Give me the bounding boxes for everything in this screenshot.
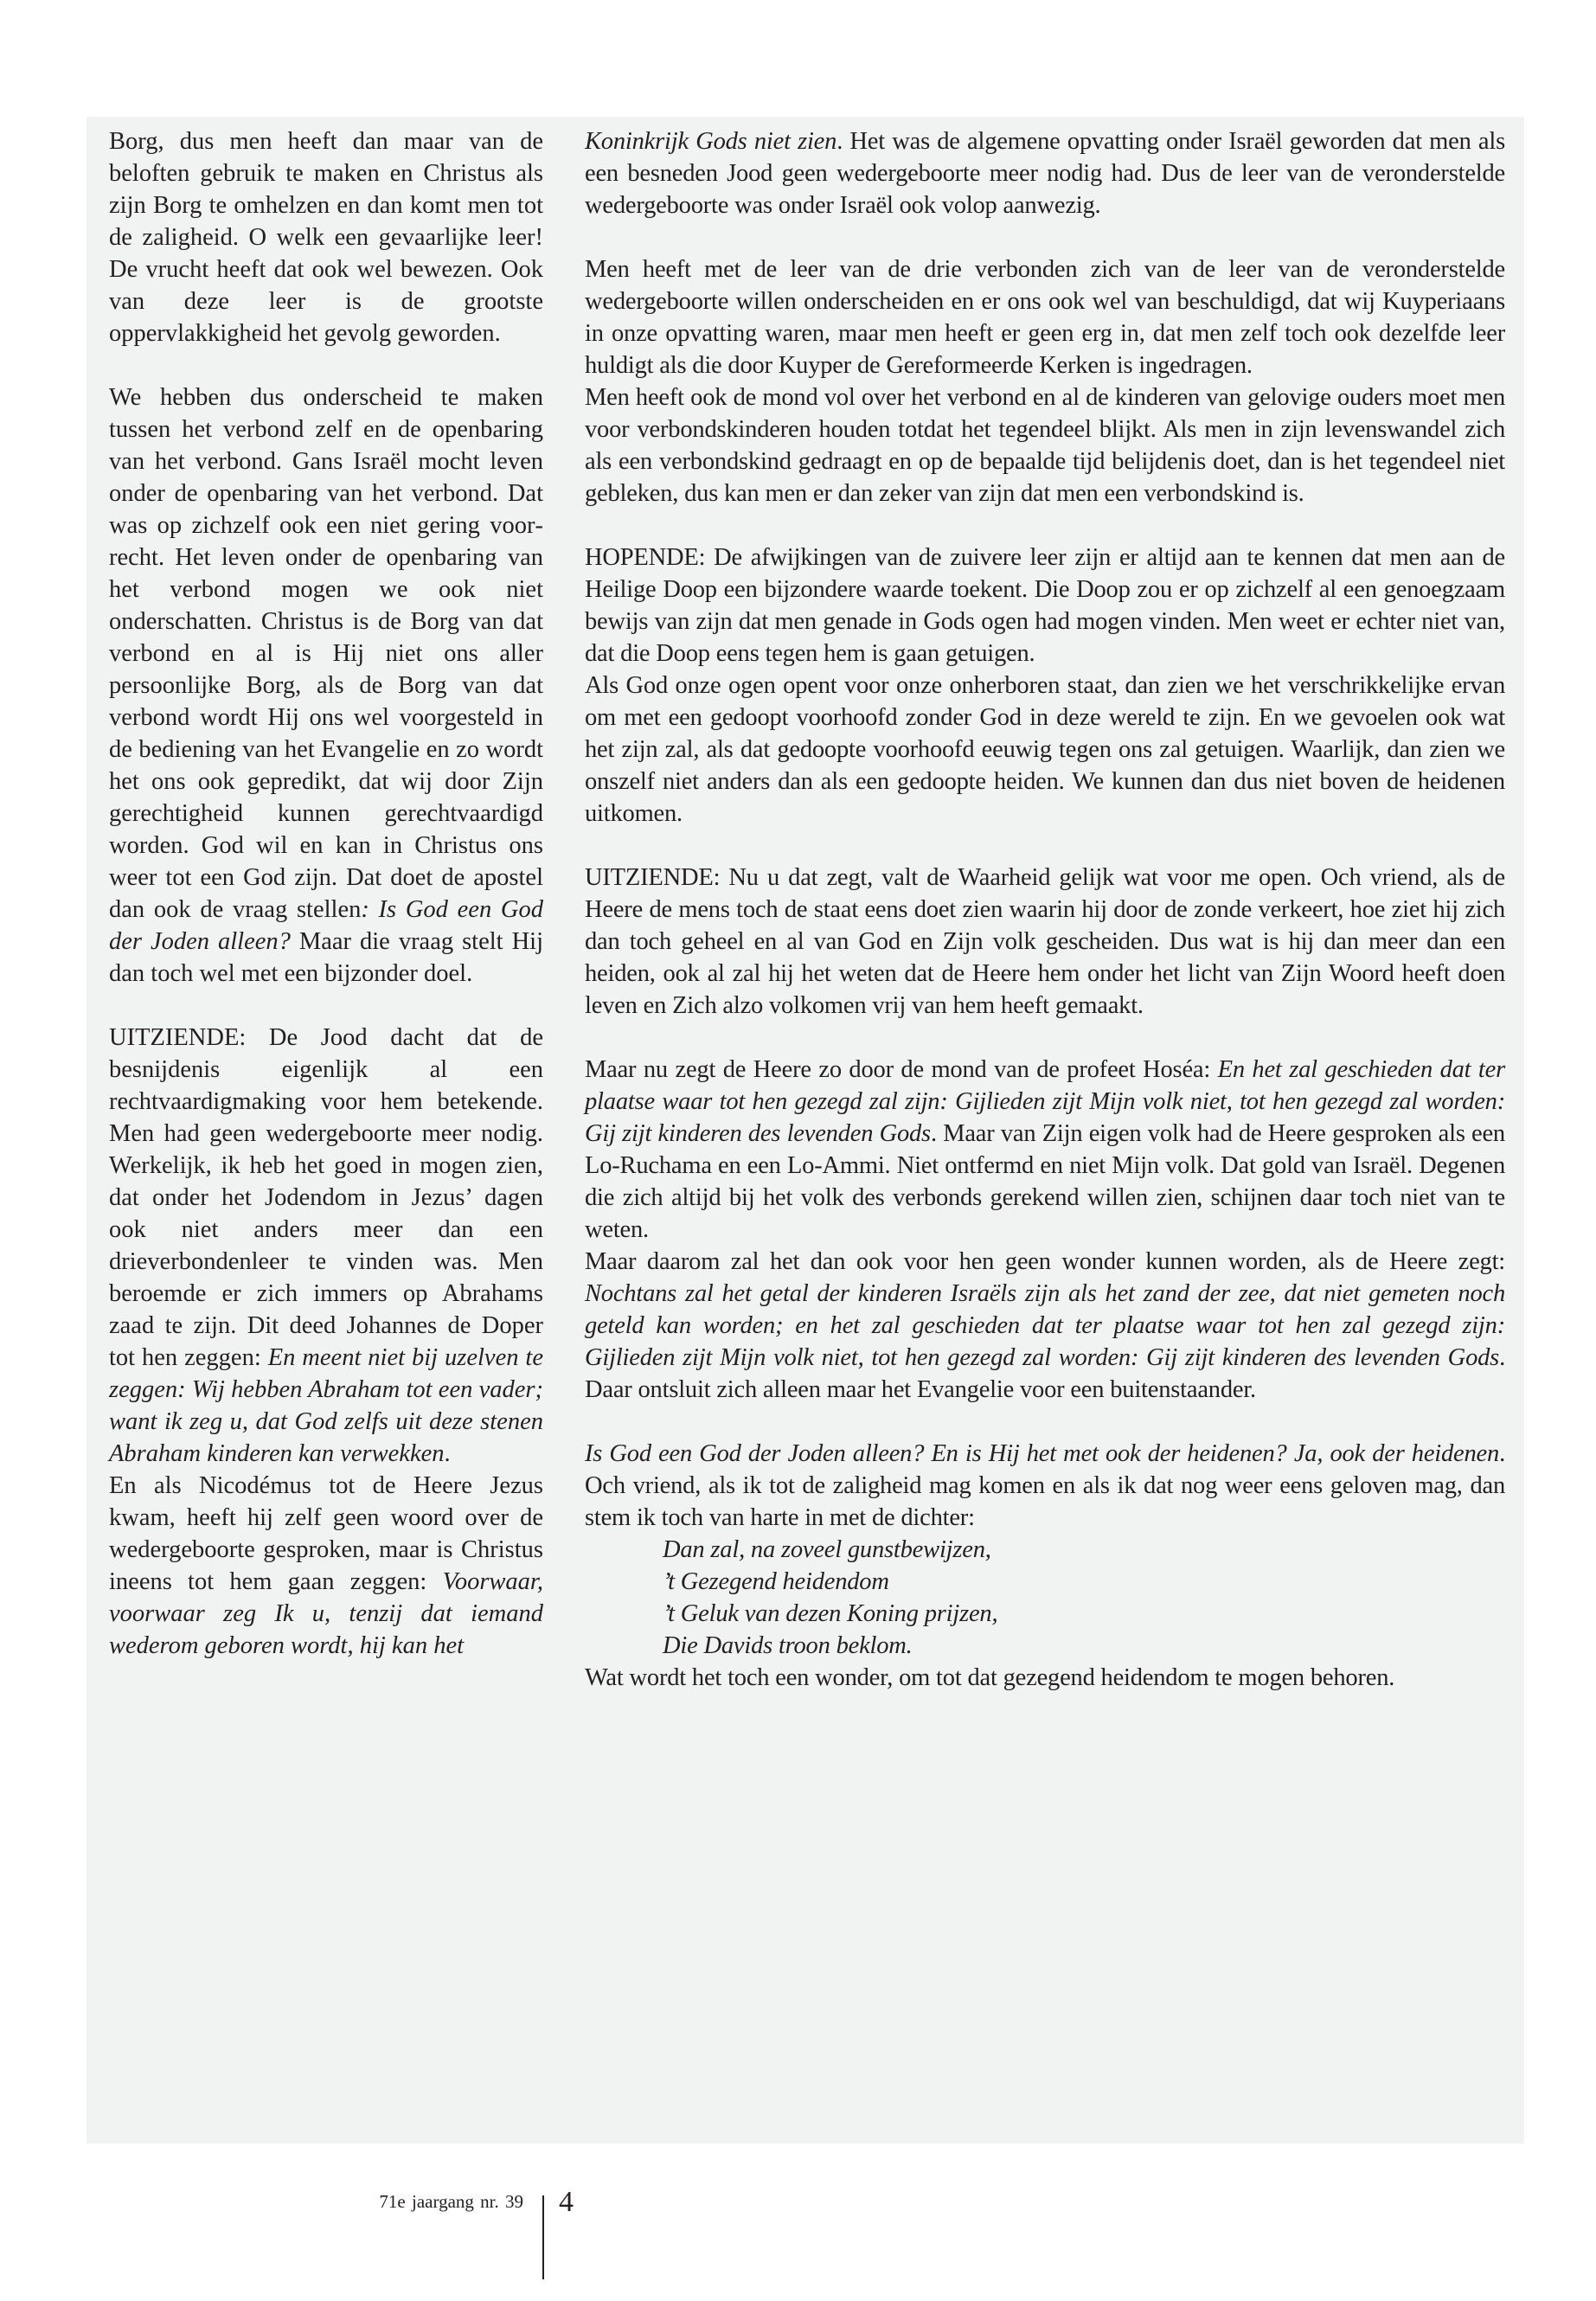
scripture-quote: En meent niet bij uzelven te zeggen: Wij hebben Abraham tot een vader; want ik zeg u, dat God zelfs uit deze stenen Abraham kinderen kan verwekken <box>109 1344 543 1467</box>
text-run: En als Nicodémus tot de Heere Jezus kwam, heeft hij zelf geen woord over de wedergeboorte gesproken, maar is Christus ineens tot hem gaan zeggen: <box>109 1472 543 1595</box>
paragraph <box>109 1022 543 1470</box>
text-run: Maar nu zegt de Heere zo door de mond van de profeet Hoséa: <box>585 1056 1218 1083</box>
paragraph <box>585 125 1505 221</box>
poem-line: ’t Geluk van dezen Koning prijzen, <box>663 1600 998 1627</box>
text-run: . Och vriend, als ik tot de zaligheid mag komen en als ik dat nog weer eens geloven mag, dan stem ik toch van harte in met de dichter: <box>585 1440 1505 1531</box>
poem-line: Dan zal, na zoveel gunstbewijzen, <box>663 1536 991 1563</box>
issue-label: 71e jaargang nr. 39 <box>379 2191 523 2212</box>
text-run: We hebben dus onderscheid te maken tussen het verbond zelf en de openbaring van het verbond. Gans Israël mocht leven onder de openbaring van het verbond. Dat was op zichzelf ook een niet gering voorrecht. Het leven onder de openbaring van het verbond mogen we ook niet onderschatten. Christus is de Borg van dat verbond en al is Hij niet ons aller persoonlijke Borg, als de Borg van dat verbond wordt Hij ons wel voorgesteld in de bediening van het Evangelie en zo wordt het ons ook gepredikt, dat wij door Zijn gerechtigheid kunnen gerechtvaardigd worden. God wil en kan in Christus ons weer tot een God zijn. Dat doet de apostel dan ook de vraag stellen <box>109 384 543 923</box>
left-column <box>109 125 543 1662</box>
paragraph <box>109 381 543 990</box>
paragraph: HOPENDE: De afwijkingen van de zuivere leer zijn er altijd aan te kennen dat men aan de Heilige Doop een bijzondere waarde toekent. Die Doop zou er op zichzelf al een genoegzaam bewijs van zijn dat men genade in Gods ogen had mogen vinden. Men weet er echter niet van, dat die Doop eens tegen hem is gaan getuigen. <box>585 544 1505 667</box>
text-run: UITZIENDE: De Jood dacht dat de besnijdenis eigenlijk al een rechtvaardigmaking voor hem betekende. Men had geen wedergeboorte meer nodig. Werkelijk, ik heb het goed in mogen zien, dat onder het Jodendom in Jezus’ dagen ook niet anders meer dan een drieverbondenleer te vinden was. Men beroemde er zich immers op Abrahams zaad te zijn. Dit deed Johannes de Doper tot hen zeggen: <box>109 1024 543 1371</box>
scripture-quote: Is God een God der Joden alleen? En is Hij het met ook der heidenen? Ja, ook der heidenen <box>585 1440 1500 1467</box>
paragraph <box>109 1470 543 1662</box>
paragraph <box>585 1054 1505 1246</box>
text-run: . Maar van Zijn eigen volk had de Heere gesproken als een Lo-Ruchama en een Lo-Ammi. Niet ontfermd en niet Mijn volk. Dat gold van Israël. Degenen die zich altijd bij het volk des verbonds gerekend willen zien, schijnen daar toch niet van te weten. <box>585 1120 1505 1243</box>
poem-line: Die Davids troon beklom. <box>663 1632 913 1659</box>
paragraph: Wat wordt het toch een wonder, om tot dat gezegend heidendom te mogen behoren. <box>585 1664 1395 1691</box>
scripture-quote: : Is God een God der Joden alleen? <box>109 896 543 955</box>
text-run: . <box>444 1440 451 1467</box>
paragraph <box>585 1438 1505 1534</box>
poem-line: ’t Gezegend heidendom <box>663 1568 889 1595</box>
footer-divider <box>542 2195 544 2279</box>
scripture-quote: Koninkrijk Gods niet zien <box>585 128 837 155</box>
page-number: 4 <box>559 2186 574 2218</box>
paragraph: Men heeft met de leer van de drie verbonden zich van de leer van de veronderstelde wedergeboorte willen onderscheiden en er ons ook wel van beschuldigd, dat wij Kuyperiaans in onze opvatting waren, maar men heeft er geen erg in, dat men zelf toch ook dezelfde leer huldigt als die door Kuyper de Gereformeerde Kerken is ingedragen. <box>585 256 1505 379</box>
scripture-quote: En het zal geschieden dat ter plaatse waar tot hen gezegd zal zijn: Gijlieden zijt Mijn volk niet, tot hen gezegd zal worden: Gij zijt kinderen des levenden Gods <box>585 1056 1505 1147</box>
paragraph: Borg, dus men heeft dan maar van de beloften gebruik te maken en Christus als zijn Borg te omhelzen en dan komt men tot de zaligheid. O welk een gevaarlijke leer! De vrucht heeft dat ook wel bewezen. Ook van deze leer is de grootste oppervlakkigheid het gevolg geworden. <box>109 128 543 347</box>
text-run: Maar daarom zal het dan ook voor hen geen wonder kunnen worden, als de Heere zegt: <box>585 1248 1505 1275</box>
text-run: Maar die vraag stelt Hij dan toch wel met een bijzonder doel. <box>109 928 543 987</box>
paragraph <box>585 1246 1505 1406</box>
scripture-quote: Voorwaar, voorwaar zeg Ik u, tenzij dat iemand wederom geboren wordt, hij kan het <box>109 1568 543 1659</box>
text-run: . Daar ontsluit zich alleen maar het Evangelie voor een buitenstaander. <box>585 1344 1505 1403</box>
text-run: . Het was de algemene opvatting onder Israël geworden dat men als een besneden Jood geen wedergeboorte meer nodig had. Dus de leer van de veronderstelde wedergeboorte was onder Israël ook volop aanwezig. <box>585 128 1505 219</box>
scripture-quote: Nochtans zal het getal der kinderen Israëls zijn als het zand der zee, dat niet gemeten noch geteld kan worden; en het zal geschieden dat ter plaatse waar tot hen zal gezegd zijn: Gijlieden zijt Mijn volk niet, tot hen gezegd zal worden: Gij zijt kinderen des levenden Gods <box>585 1280 1505 1371</box>
paragraph: Men heeft ook de mond vol over het verbond en al de kinderen van gelovige ouders moet men voor verbondskinderen houden totdat het tegendeel blijkt. Als men in zijn levenswandel zich als een verbondskind gedraagt en op de bepaalde tijd belijdenis doet, dan is het tegendeel niet gebleken, dus kan men er dan zeker van zijn dat men een verbondskind is. <box>585 384 1505 507</box>
paragraph: Als God onze ogen opent voor onze onherboren staat, dan zien we het verschrikkelijke ervan om met een gedoopt voorhoofd zonder God in deze wereld te zijn. En we gevoelen ook wat het zijn zal, als dat gedoopte voorhoofd eeuwig tegen ons zal getuigen. Waarlijk, dan zien we onszelf niet anders dan als een gedoopte heiden. We kunnen dan dus niet boven de heidenen uitkomen. <box>585 672 1505 827</box>
poem-quote <box>663 1534 1505 1662</box>
paragraph: UITZIENDE: Nu u dat zegt, valt de Waarheid gelijk wat voor me open. Och vriend, als de Heere de mens toch de staat eens doet zien waarin hij door de zonde verkeert, hoe ziet hij zich dan toch geheel en al van God en Zijn volk gescheiden. Dus wat is hij dan meer dan een heiden, ook al zal hij het weten dat de Heere hem onder het licht van Zijn Woord heeft doen leven en Zich alzo volkomen vrij van hem heeft gemaakt. <box>585 864 1505 1019</box>
right-column <box>585 125 1505 1694</box>
